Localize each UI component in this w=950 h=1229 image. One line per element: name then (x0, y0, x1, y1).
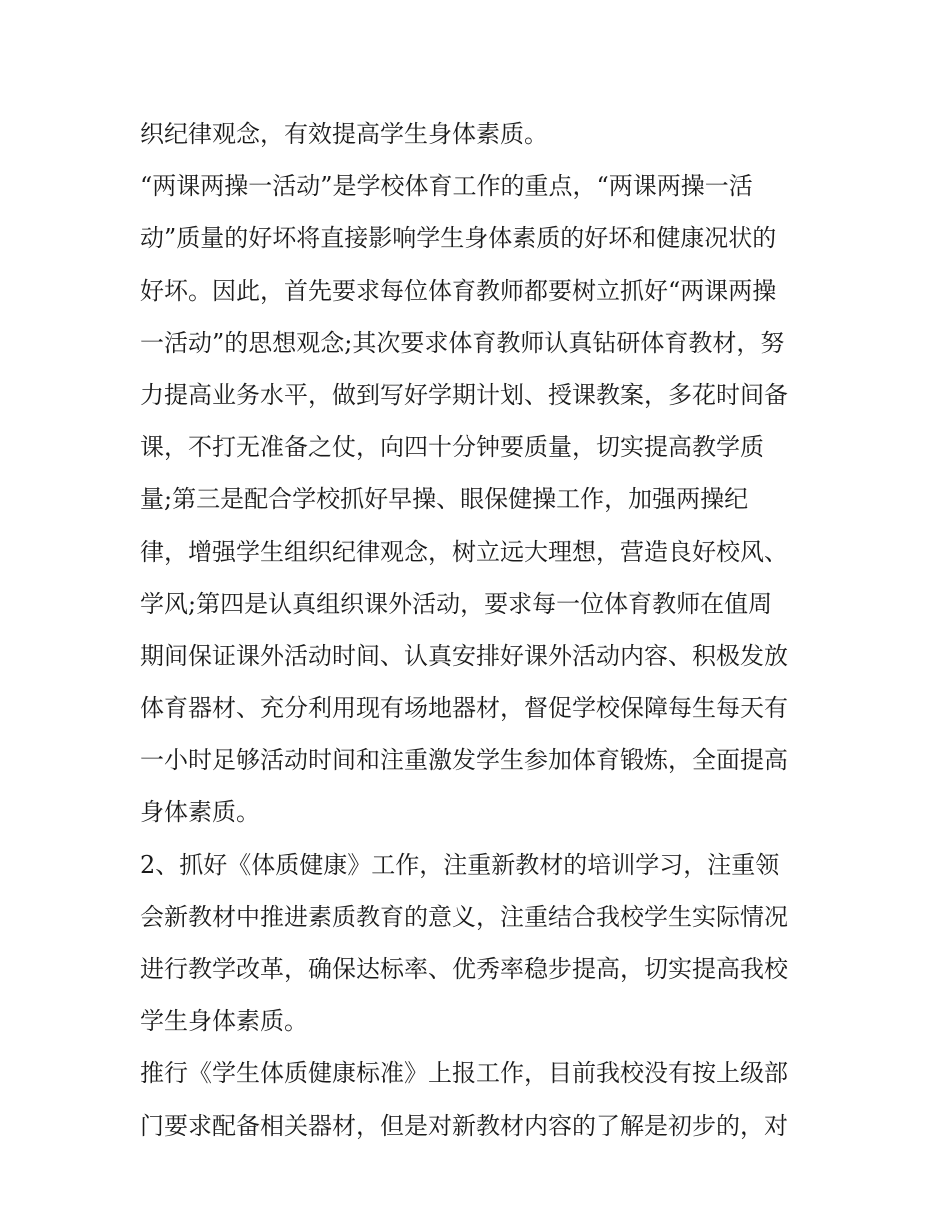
text-line: 动”质量的好坏将直接影响学生身体素质的好坏和健康况状的 (140, 224, 777, 253)
text-line: 推行《学生体质健康标准》上报工作，目前我校没有按上级部 (140, 1059, 788, 1088)
text-line: 期间保证课外活动时间、认真安排好课外活动内容、积极发放 (140, 641, 788, 670)
text-line: 一活动”的思想观念;其次要求体育教师认真钻研体育教材，努 (140, 328, 785, 357)
text-line: 2、抓好《体质健康》工作，注重新教材的培训学习，注重领 (140, 850, 780, 879)
text-line: 织纪律观念，有效提高学生身体素质。 (140, 120, 548, 148)
text-line: 体育器材、充分利用现有场地器材，督促学校保障每生每天有 (140, 694, 788, 723)
text-line: 门要求配备相关器材，但是对新教材内容的了解是初步的，对 (140, 1111, 788, 1140)
text-line: 好坏。因此，首先要求每位体育教师都要树立抓好“两课两操 (140, 276, 777, 305)
text-line: “两课两操一活动”是学校体育工作的重点，“两课两操一活 (140, 172, 753, 201)
text-line: 力提高业务水平，做到写好学期计划、授课教案，多花时间备 (140, 380, 788, 409)
text-line: 学生身体素质。 (140, 1007, 308, 1036)
text-line: 会新教材中推进素质教育的意义，注重结合我校学生实际情况 (140, 902, 788, 931)
text-line: 量;第三是配合学校抓好早操、眼保健操工作，加强两操纪 (140, 485, 749, 514)
body-text (140, 108, 820, 1152)
text-line: 进行教学改革，确保达标率、优秀率稳步提高，切实提高我校 (140, 955, 788, 983)
text-line: 课，不打无准备之仗，向四十分钟要质量，切实提高教学质 (140, 433, 764, 462)
text-line: 律，增强学生组织纪律观念，树立远大理想，营造良好校风、 (140, 537, 788, 566)
text-line: 学风;第四是认真组织课外活动，要求每一位体育教师在值周 (140, 589, 773, 618)
text-line: 身体素质。 (140, 798, 260, 827)
text-line: 一小时足够活动时间和注重激发学生参加体育锻炼，全面提高 (140, 746, 788, 775)
